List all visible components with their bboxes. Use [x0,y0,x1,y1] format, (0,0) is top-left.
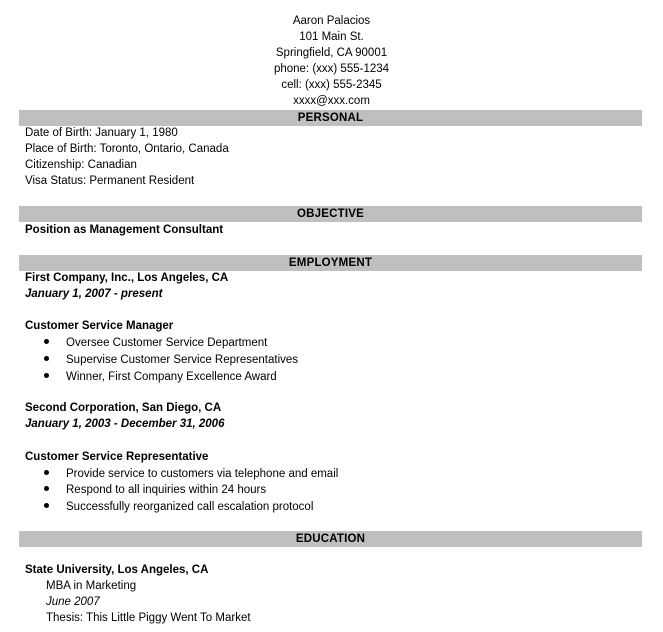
objective-text: Position as Management Consultant [25,224,224,236]
email-address: xxxx@xxx.com [293,95,370,107]
address-city: Springfield, CA 90001 [275,47,388,59]
personal-date-of-birth: Date of Birth: January 1, 1980 [25,127,178,139]
education-date: June 2007 [46,596,100,608]
job-duty: Provide service to customers via telephone and email [66,468,339,480]
education-degree: MBA in Marketing [46,580,137,592]
section-heading-education: EDUCATION [19,531,642,547]
job-duty: Supervise Customer Service Representatives [66,354,299,366]
list-item [44,499,313,515]
list-item [44,466,338,482]
list-item [44,352,298,368]
bullet-icon [44,339,49,344]
bullet-icon [44,373,49,378]
section-heading-personal: PERSONAL [19,110,642,126]
applicant-name: Aaron Palacios [292,15,371,27]
personal-place-of-birth: Place of Birth: Toronto, Ontario, Canada [25,143,229,155]
job-company: First Company, Inc., Los Angeles, CA [25,272,229,284]
job-duty: Respond to all inquiries within 24 hours [66,484,267,496]
job-dates: January 1, 2007 - present [25,288,163,300]
list-item [44,335,267,351]
bullet-icon [44,486,49,491]
education-thesis: Thesis: This Little Piggy Went To Market [46,612,251,624]
job-title: Customer Service Manager [25,320,174,332]
bullet-icon [44,503,49,508]
section-heading-objective: OBJECTIVE [19,206,642,222]
job-title: Customer Service Representative [25,451,209,463]
job-duty: Winner, First Company Excellence Award [66,371,277,383]
address-street: 101 Main St. [299,31,364,43]
bullet-icon [44,470,49,475]
list-item [44,482,266,498]
personal-visa-status: Visa Status: Permanent Resident [25,175,195,187]
job-company: Second Corporation, San Diego, CA [25,402,222,414]
job-duty: Successfully reorganized call escalation protocol [66,501,314,513]
cell-number: cell: (xxx) 555-2345 [281,79,382,91]
job-duty: Oversee Customer Service Department [66,337,268,349]
bullet-icon [44,356,49,361]
job-dates: January 1, 2003 - December 31, 2006 [25,418,225,430]
phone-number: phone: (xxx) 555-1234 [273,63,390,75]
personal-citizenship: Citizenship: Canadian [25,159,137,171]
section-heading-employment: EMPLOYMENT [19,255,642,271]
list-item [44,369,277,385]
education-school: State University, Los Angeles, CA [25,564,209,576]
